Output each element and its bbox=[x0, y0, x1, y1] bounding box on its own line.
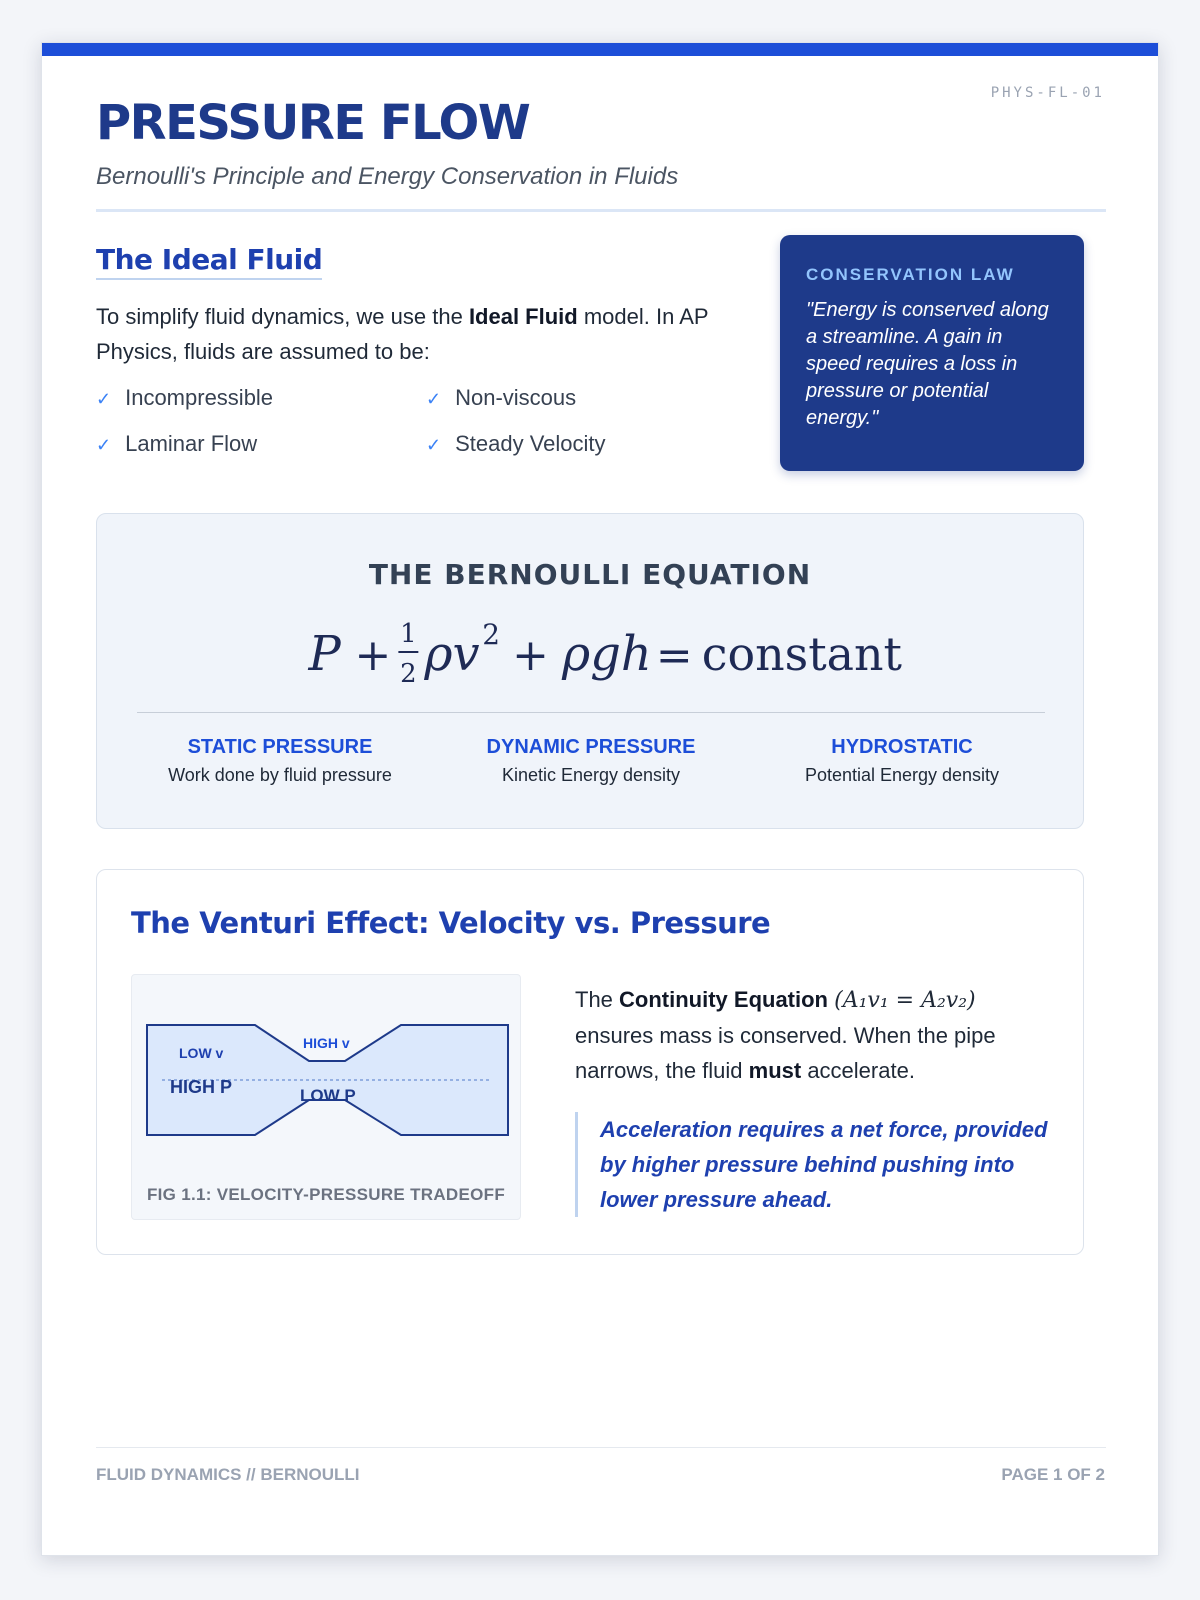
figure-caption: FIG 1.1: VELOCITY-PRESSURE TRADEOFF bbox=[146, 1185, 506, 1204]
document-page bbox=[41, 42, 1159, 1556]
page-subtitle: Bernoulli's Principle and Energy Conservation in Fluids bbox=[96, 163, 679, 190]
property-label: Incompressible bbox=[125, 385, 274, 410]
formula-fraction-denominator: 2 bbox=[400, 658, 417, 689]
equation-term-static bbox=[115, 736, 445, 786]
page-title: PRESSURE FLOW bbox=[96, 95, 530, 151]
continuity-paragraph bbox=[575, 982, 1045, 1088]
term-description: Potential Energy density bbox=[804, 765, 1000, 785]
formula-plus: + bbox=[354, 629, 392, 681]
equation-term-hydrostatic bbox=[737, 736, 1067, 786]
intro-text-bold: Ideal Fluid bbox=[468, 304, 578, 329]
intro-text-after: model. In AP Physics, fluids are assumed to be: bbox=[96, 304, 709, 364]
checkmark-icon: ✓ bbox=[426, 389, 442, 409]
venturi-effect-section bbox=[96, 869, 1084, 1255]
term-description: Kinetic Energy density bbox=[501, 765, 681, 785]
checkmark-icon: ✓ bbox=[426, 435, 442, 455]
label-low-velocity: LOW v bbox=[179, 1045, 224, 1061]
document-id: PHYS-FL-01 bbox=[990, 85, 1105, 101]
continuity-must: must bbox=[748, 1058, 802, 1083]
conservation-card-label: CONSERVATION LAW bbox=[806, 265, 1015, 284]
venturi-heading: The Venturi Effect: Velocity vs. Pressure bbox=[131, 906, 771, 940]
continuity-text-the: The bbox=[575, 987, 620, 1012]
venturi-pipe-diagram bbox=[132, 975, 522, 1175]
accent-bar bbox=[42, 43, 1158, 56]
term-title: DYNAMIC PRESSURE bbox=[486, 736, 696, 758]
term-description: Work done by fluid pressure bbox=[168, 765, 392, 785]
formula-constant: constant bbox=[701, 626, 903, 681]
bernoulli-equation-title: THE BERNOULLI EQUATION bbox=[368, 558, 812, 591]
footer-divider bbox=[96, 1447, 1106, 1448]
bernoulli-formula bbox=[97, 612, 1083, 692]
label-low-pressure: LOW P bbox=[300, 1086, 356, 1105]
equation-term-dynamic bbox=[426, 736, 756, 786]
formula-fraction-numerator: 1 bbox=[400, 619, 417, 650]
header-divider bbox=[96, 209, 1106, 212]
property-label: Laminar Flow bbox=[125, 431, 258, 456]
intro-text-before: To simplify fluid dynamics, we use the bbox=[96, 304, 469, 329]
property-item bbox=[96, 385, 273, 411]
property-label: Steady Velocity bbox=[455, 431, 606, 456]
property-item bbox=[426, 385, 576, 411]
footer-section-label: FLUID DYNAMICS // BERNOULLI bbox=[96, 1465, 360, 1484]
term-title: STATIC PRESSURE bbox=[187, 736, 373, 758]
acceleration-callout: Acceleration requires a net force, provided by higher pressure behind pushing into lower pressure ahead. bbox=[575, 1112, 1055, 1217]
property-item bbox=[426, 431, 606, 457]
conservation-law-card bbox=[780, 235, 1084, 471]
equation-divider bbox=[137, 712, 1045, 713]
continuity-equation-term: Continuity Equation bbox=[619, 987, 828, 1012]
term-title: HYDROSTATIC bbox=[831, 736, 973, 758]
label-high-velocity: HIGH v bbox=[303, 1035, 350, 1051]
footer-page-number: PAGE 1 OF 2 bbox=[1001, 1465, 1105, 1484]
label-high-pressure: HIGH P bbox=[170, 1077, 233, 1097]
continuity-text-end: accelerate. bbox=[801, 1058, 915, 1083]
checkmark-icon: ✓ bbox=[96, 389, 112, 409]
formula-fraction-bar bbox=[398, 651, 418, 653]
ideal-fluid-heading: The Ideal Fluid bbox=[96, 243, 322, 280]
continuity-text-mid: ensures mass is conserved. When the pipe narrows, the fluid bbox=[575, 1023, 996, 1083]
formula-pressure: P bbox=[308, 626, 341, 682]
formula-plus: + bbox=[512, 629, 549, 681]
ideal-fluid-intro bbox=[96, 299, 736, 369]
conservation-card-quote: "Energy is conserved along a streamline. A gain in speed requires a loss in pressure or potential energy." bbox=[806, 299, 1049, 429]
continuity-formula: (A₁v₁ = A₂v₂) bbox=[834, 988, 976, 1013]
checkmark-icon: ✓ bbox=[96, 435, 112, 455]
formula-rho-v: ρv bbox=[424, 626, 480, 682]
property-label: Non-viscous bbox=[455, 385, 577, 410]
formula-rho-g-h: ρgh bbox=[562, 626, 652, 682]
formula-exponent: 2 bbox=[482, 618, 500, 652]
venturi-figure bbox=[131, 974, 521, 1220]
formula-equals: = bbox=[655, 629, 693, 681]
bernoulli-equation-panel bbox=[96, 513, 1084, 829]
property-item bbox=[96, 431, 257, 457]
